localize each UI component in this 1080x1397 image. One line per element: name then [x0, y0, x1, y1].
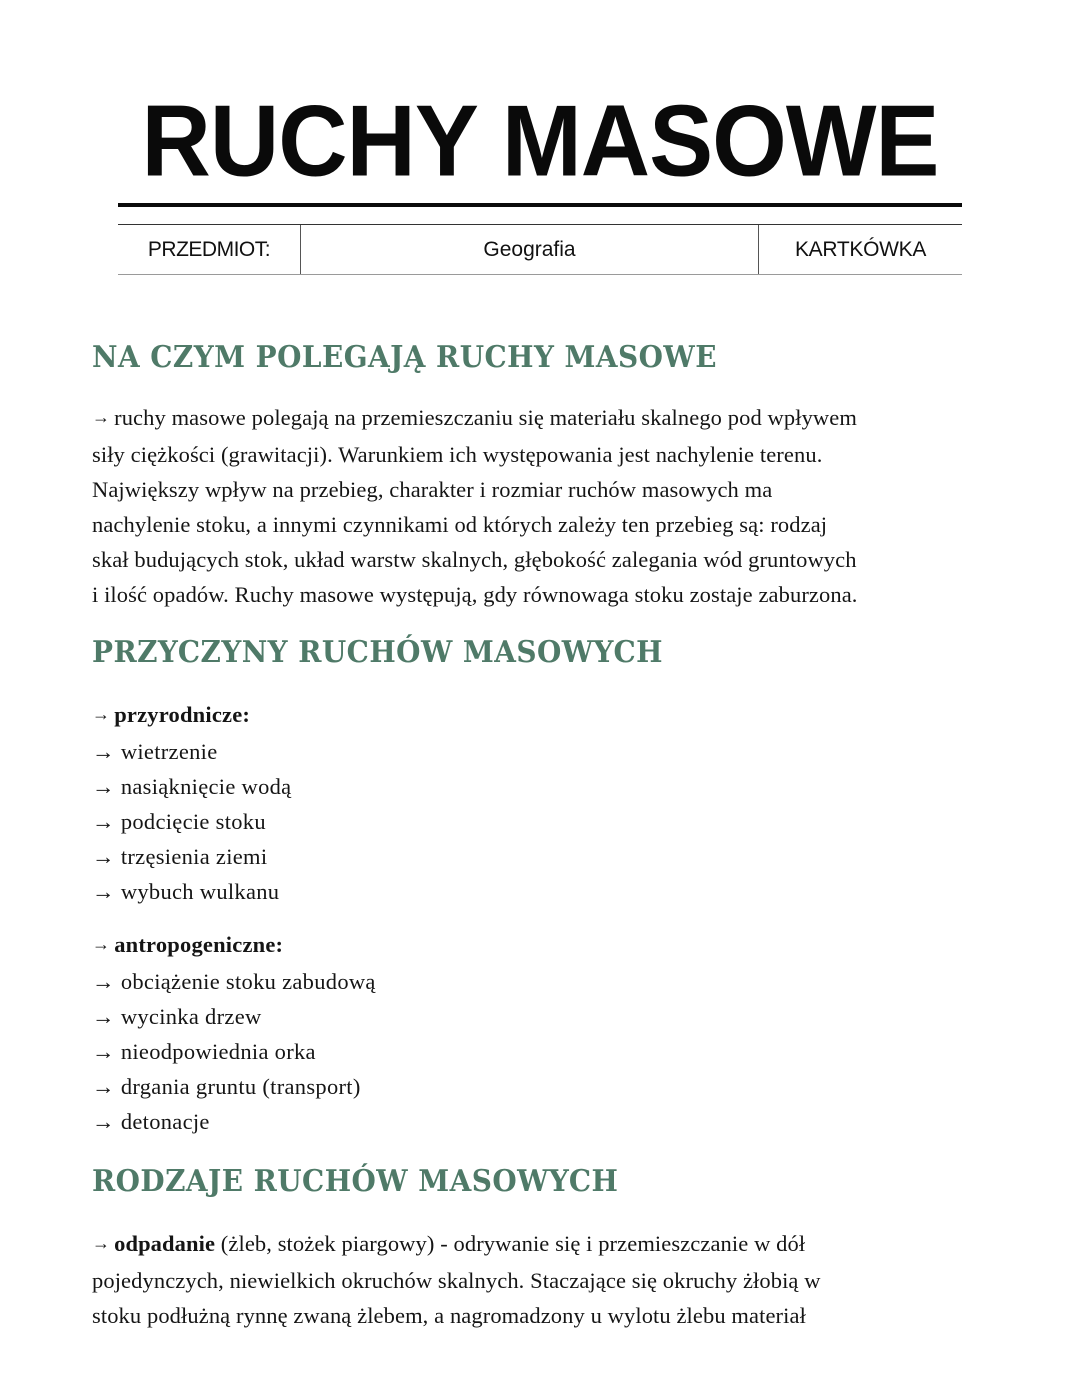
arrow-icon: → — [92, 704, 111, 724]
section-heading-types: RODZAJE RUCHÓW MASOWYCH — [92, 1164, 619, 1199]
paragraph-line: siły ciężkości (grawitacji). Warunkiem ich występowania jest nachylenie terenu. — [92, 442, 823, 467]
list-item: → obciążenie stoku zabudową — [92, 969, 376, 994]
arrow-icon: → — [92, 934, 111, 954]
arrow-icon: → — [92, 969, 115, 994]
paragraph-line: skał budujących stok, układ warstw skalnych, głębokość zalegania wód gruntowych — [92, 547, 857, 572]
list-item: → wybuch wulkanu — [92, 879, 280, 904]
list-item: → nasiąknięcie wodą — [92, 774, 292, 799]
arrow-icon: → — [92, 844, 115, 869]
paragraph-line: stoku podłużną rynnę zwaną żlebem, a nagromadzony u wylotu żlebu materiał — [92, 1303, 806, 1328]
section-heading-causes: PRZYCZYNY RUCHÓW MASOWYCH — [92, 635, 663, 670]
arrow-icon: → — [92, 809, 115, 834]
document-type: KARTKÓWKA — [794, 237, 927, 261]
arrow-icon: → — [92, 1233, 111, 1253]
paragraph-line: nachylenie stoku, a innymi czynnikami od których zależy ten przebieg są: rodzaj — [92, 512, 828, 537]
arrow-icon: → — [92, 739, 115, 764]
list-group-heading: → antropogeniczne: — [92, 932, 284, 957]
list-item: → detonacje — [92, 1109, 210, 1134]
human-causes-list — [92, 927, 376, 1139]
list-item: → nieodpowiednia orka — [92, 1039, 316, 1064]
list-item: → podcięcie stoku — [92, 809, 266, 834]
arrow-icon: → — [92, 1109, 115, 1134]
natural-causes-list — [92, 697, 291, 909]
subject-table — [118, 224, 962, 275]
title-divider — [118, 203, 962, 207]
subject-value: Geografia — [301, 225, 759, 274]
document-title: RUCHY MASOWE — [141, 85, 939, 198]
arrow-icon: → — [92, 774, 115, 799]
paragraph-line: Największy wpływ na przebieg, charakter i rozmiar ruchów masowych ma — [92, 477, 773, 502]
paragraph-line: pojedynczych, niewielkich okruchów skalnych. Staczające się okruchy żłobią w — [92, 1268, 821, 1293]
subject-label: PRZEDMIOT: — [118, 225, 301, 274]
section-heading-definition: NA CZYM POLEGAJĄ RUCHY MASOWE — [92, 340, 717, 375]
list-item: → drgania gruntu (transport) — [92, 1074, 361, 1099]
list-group-heading: → przyrodnicze: — [92, 702, 251, 727]
arrow-icon: → — [92, 407, 111, 427]
paragraph-line: → odpadanie (żleb, stożek piargowy) - odrywanie się i przemieszczanie w dół — [92, 1231, 806, 1256]
list-item: → trzęsienia ziemi — [92, 844, 268, 869]
definition-paragraph — [92, 400, 997, 612]
paragraph-line: i ilość opadów. Ruchy masowe występują, gdy równowaga stoku zostaje zaburzona. — [92, 582, 858, 607]
arrow-icon: → — [92, 879, 115, 904]
term-odpadanie: odpadanie — [114, 1231, 216, 1256]
list-item: → wycinka drzew — [92, 1004, 262, 1029]
paragraph-line: → ruchy masowe polegają na przemieszczaniu się materiału skalnego pod wpływem — [92, 405, 857, 430]
arrow-icon: → — [92, 1039, 115, 1064]
arrow-icon: → — [92, 1004, 115, 1029]
list-item: → wietrzenie — [92, 739, 218, 764]
types-paragraph — [92, 1226, 997, 1333]
arrow-icon: → — [92, 1074, 115, 1099]
